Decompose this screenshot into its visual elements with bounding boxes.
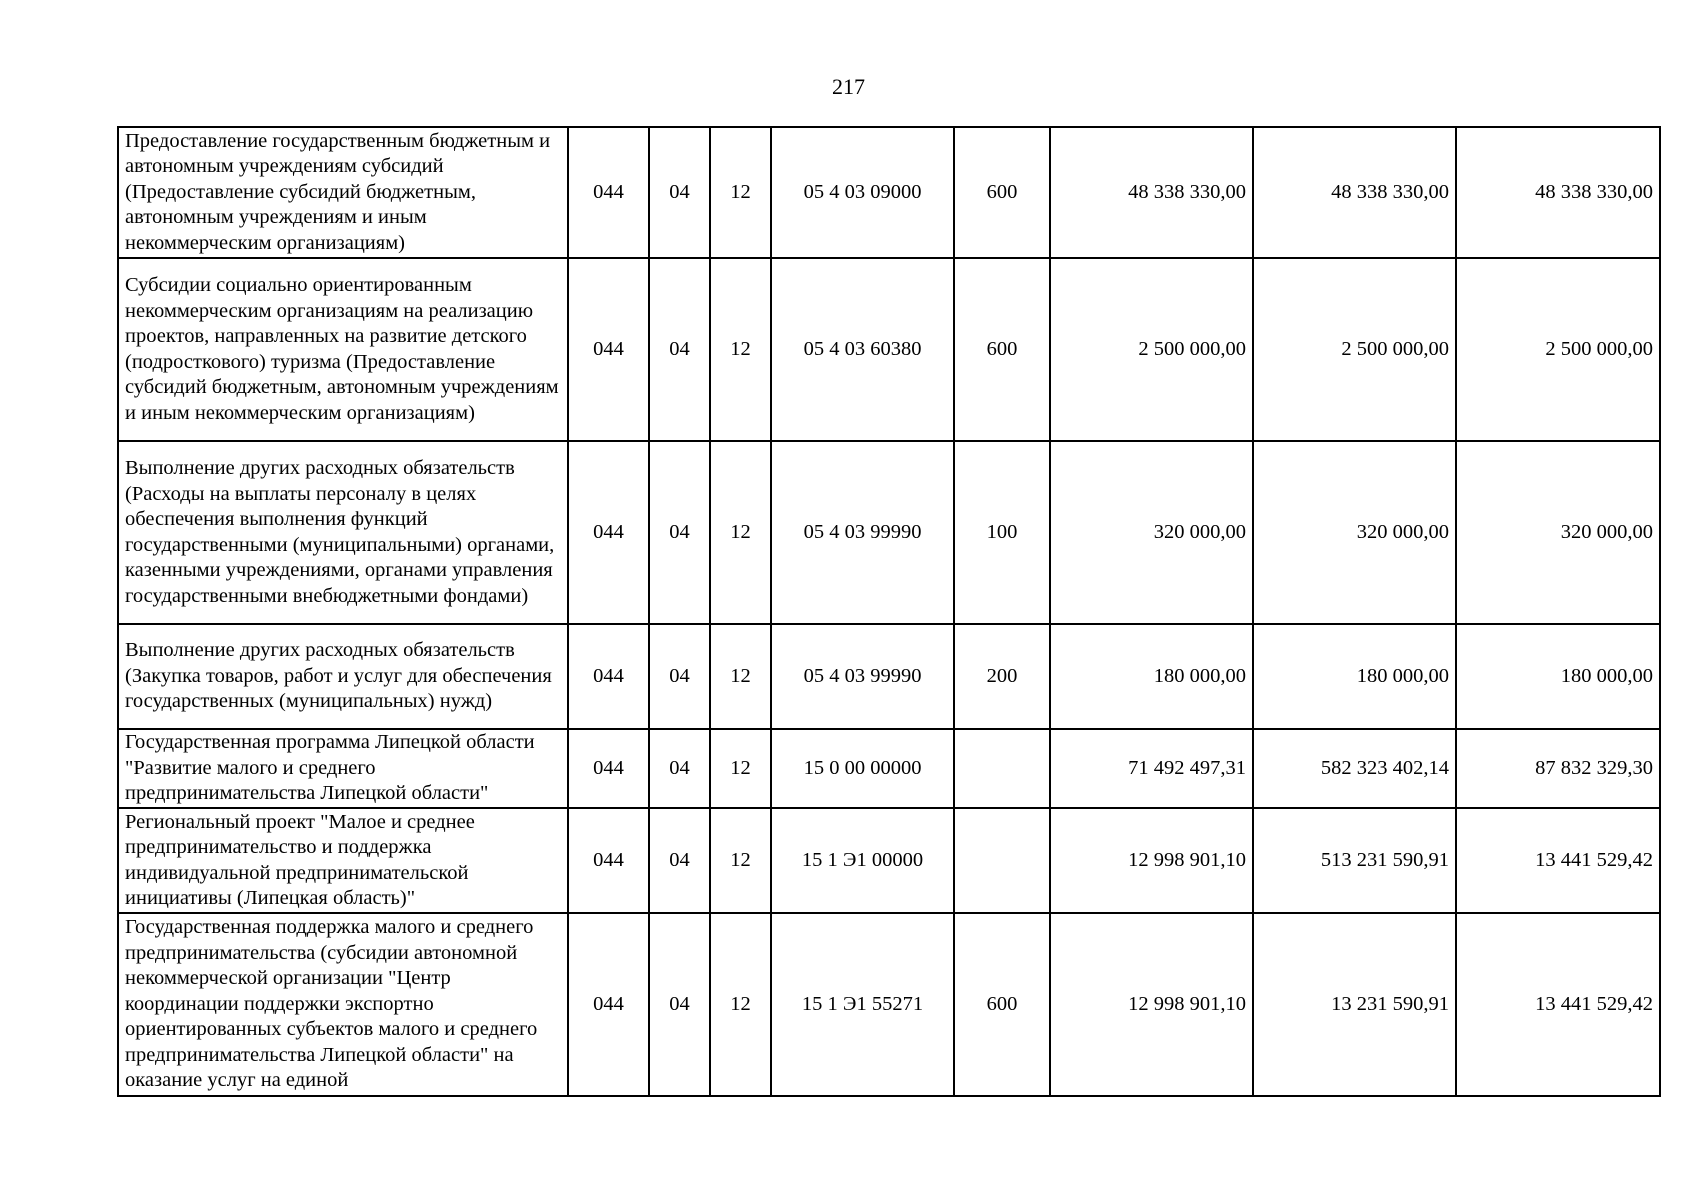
subsection-code-cell: 12: [710, 729, 771, 808]
subsection-code-cell: 12: [710, 913, 771, 1096]
amount-cell-1: 2 500 000,00: [1050, 258, 1253, 441]
ministry-code-cell: 044: [568, 808, 649, 913]
amount-cell-2: 180 000,00: [1253, 624, 1456, 729]
table-row: [118, 808, 1660, 913]
table-row: [118, 913, 1660, 1096]
subsection-code-cell: 12: [710, 258, 771, 441]
section-code-cell: 04: [649, 441, 710, 624]
expense-name-cell: Государственная поддержка малого и среднего предпринимательства (субсидии автономной некоммерческой организации "Центр координации поддержки экспортно ориентированных субъектов малого и среднего предпринимательства Липецкой области" на оказание услуг на единой: [118, 913, 568, 1096]
target-article-cell: 15 1 Э1 00000: [771, 808, 954, 913]
amount-cell-3: 180 000,00: [1456, 624, 1660, 729]
target-article-cell: 05 4 03 99990: [771, 624, 954, 729]
expense-type-cell: 600: [954, 127, 1050, 258]
amount-cell-1: 12 998 901,10: [1050, 808, 1253, 913]
expense-type-cell: [954, 808, 1050, 913]
expense-type-cell: 600: [954, 258, 1050, 441]
section-code-cell: 04: [649, 913, 710, 1096]
page-number: 217: [832, 74, 865, 99]
amount-cell-3: 2 500 000,00: [1456, 258, 1660, 441]
amount-cell-3: 87 832 329,30: [1456, 729, 1660, 808]
amount-cell-1: 320 000,00: [1050, 441, 1253, 624]
expense-name-cell: Выполнение других расходных обязательств (Расходы на выплаты персоналу в целях обеспечения выполнения функций государственными (муниципальными) органами, казенными учреждениями, органами управления государственными внебюджетными фондами): [118, 441, 568, 624]
amount-cell-1: 180 000,00: [1050, 624, 1253, 729]
expense-name-cell: Региональный проект "Малое и среднее предпринимательство и поддержка индивидуальной предпринимательской инициативы (Липецкая область)": [118, 808, 568, 913]
amount-cell-3: 13 441 529,42: [1456, 913, 1660, 1096]
section-code-cell: 04: [649, 624, 710, 729]
amount-cell-1: 71 492 497,31: [1050, 729, 1253, 808]
expense-name-cell: Субсидии социально ориентированным некоммерческим организациям на реализацию проектов, направленных на развитие детского (подросткового) туризма (Предоставление субсидий бюджетным, автономным учреждениям и иным некоммерческим организациям): [118, 258, 568, 441]
amount-cell-2: 13 231 590,91: [1253, 913, 1456, 1096]
target-article-cell: 15 0 00 00000: [771, 729, 954, 808]
amount-cell-3: 13 441 529,42: [1456, 808, 1660, 913]
target-article-cell: 05 4 03 99990: [771, 441, 954, 624]
target-article-cell: 05 4 03 60380: [771, 258, 954, 441]
section-code-cell: 04: [649, 808, 710, 913]
expense-type-cell: 200: [954, 624, 1050, 729]
target-article-cell: 15 1 Э1 55271: [771, 913, 954, 1096]
table-row: [118, 127, 1660, 258]
ministry-code-cell: 044: [568, 913, 649, 1096]
amount-cell-3: 48 338 330,00: [1456, 127, 1660, 258]
amount-cell-2: 320 000,00: [1253, 441, 1456, 624]
table-row: [118, 258, 1660, 441]
amount-cell-3: 320 000,00: [1456, 441, 1660, 624]
ministry-code-cell: 044: [568, 127, 649, 258]
subsection-code-cell: 12: [710, 441, 771, 624]
section-code-cell: 04: [649, 729, 710, 808]
amount-cell-1: 12 998 901,10: [1050, 913, 1253, 1096]
expense-type-cell: 100: [954, 441, 1050, 624]
amount-cell-2: 48 338 330,00: [1253, 127, 1456, 258]
table-row: [118, 441, 1660, 624]
amount-cell-2: 513 231 590,91: [1253, 808, 1456, 913]
section-code-cell: 04: [649, 258, 710, 441]
ministry-code-cell: 044: [568, 729, 649, 808]
expense-name-cell: Предоставление государственным бюджетным и автономным учреждениям субсидий (Предоставление субсидий бюджетным, автономным учреждениям и иным некоммерческим организациям): [118, 127, 568, 258]
subsection-code-cell: 12: [710, 624, 771, 729]
ministry-code-cell: 044: [568, 258, 649, 441]
amount-cell-2: 582 323 402,14: [1253, 729, 1456, 808]
expense-name-cell: Государственная программа Липецкой области "Развитие малого и среднего предпринимательства Липецкой области": [118, 729, 568, 808]
subsection-code-cell: 12: [710, 127, 771, 258]
table-row: [118, 624, 1660, 729]
ministry-code-cell: 044: [568, 624, 649, 729]
amount-cell-2: 2 500 000,00: [1253, 258, 1456, 441]
amount-cell-1: 48 338 330,00: [1050, 127, 1253, 258]
expense-type-cell: 600: [954, 913, 1050, 1096]
subsection-code-cell: 12: [710, 808, 771, 913]
expense-name-cell: Выполнение других расходных обязательств (Закупка товаров, работ и услуг для обеспечения государственных (муниципальных) нужд): [118, 624, 568, 729]
table-row: [118, 729, 1660, 808]
budget-table: [117, 126, 1661, 1097]
target-article-cell: 05 4 03 09000: [771, 127, 954, 258]
ministry-code-cell: 044: [568, 441, 649, 624]
section-code-cell: 04: [649, 127, 710, 258]
expense-type-cell: [954, 729, 1050, 808]
